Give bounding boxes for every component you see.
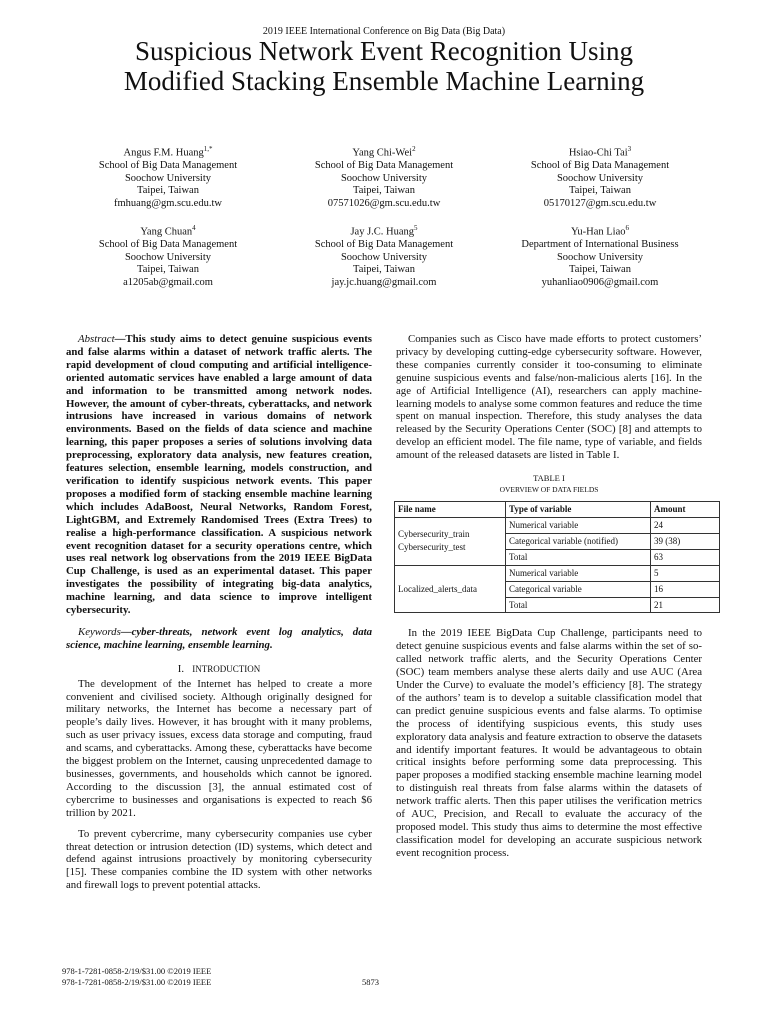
author-email: jay.jc.huang@gmail.com: [331, 276, 437, 288]
author-superscript: 2: [412, 145, 416, 153]
author-location: Taipei, Taiwan: [569, 185, 631, 197]
file-name: Cybersecurity_test: [398, 542, 466, 553]
page-number: 5873: [362, 977, 379, 987]
author-location: Taipei, Taiwan: [137, 185, 199, 197]
data-fields-table: [394, 501, 720, 613]
right-paragraph-2: In the 2019 IEEE BigData Cup Challenge, participants need to detect genuine suspicious events and false alarms within the set of so-called network traffic alerts, and the Security Operations Center (SOC) team members analyse these alerts daily and use AUC (Area Under the Curve) to evaluate the model’s efficiency [8]. The strategy of the authors’ team is to develop a suitable classification model that can predict genuine suspicious events and false alarms. To optimise the process of identifying suspicious events, this study uses exploratory data analysis and feature extraction to observe the datasets and identify important features. It would be advantageous to obtain critical insights before performing some data preprocessing. This paper proposes a modified stacking ensemble machine learning model to distinguish real threats from false alarms within the datasets of network traffic alerts. Then this paper utilises the verification metrics of AUC, Precision, and Recall to evaluate the accuracy of the proposed model. This study thus aims to determine the most effective classification model for developing an accurate suspicious network event recognition process.: [396, 627, 702, 859]
author-name: Hsiao-Chi Tai: [568, 147, 628, 159]
author-email: yuhanliao0906@gmail.com: [541, 276, 659, 288]
table-caption: [396, 473, 702, 495]
table-label: TABLE I: [533, 473, 565, 484]
section-number: I.: [177, 662, 185, 675]
author-block: [492, 222, 708, 289]
intro-paragraph-2: To prevent cybercrime, many cybersecurity companies use cyber threat detection or intrusion detection (ID) systems, which detect and defend against intrusions proactively by monitoring cybersecurity [15]. These companies combine the ID system with other networks and firewall logs to prevent potential attacks.: [66, 827, 372, 892]
keywords: [66, 626, 372, 652]
table-cell: 5: [651, 565, 720, 581]
author-block: [492, 143, 708, 210]
author-row-1: [60, 143, 708, 210]
intro-paragraph-1: The development of the Internet has helped to create a more convenient and civilised society. Although originally designed for military networks, the Internet has become a necessary part of people’s daily lives. However, it has brought with it many problems, such as user privacy issues, excess data storage and computing, fraud and scams, and cyberattacks. Among these, cyberattacks have become the biggest problem on the Internet, causing unprecedented damage to businesses, governments, and households which cannot be ignored. According to the discussion [3], the annual estimated cost of cybercrime to businesses and organisations is expected to reach $6 trillion by 2021.: [66, 677, 372, 819]
author-university: Soochow University: [340, 251, 428, 263]
author-affiliation: School of Big Data Management: [314, 239, 454, 251]
author-superscript: 4: [192, 224, 196, 232]
author-row-2: [60, 222, 708, 289]
author-name: Yang Chi-Wei: [352, 147, 413, 159]
table-cell: 16: [651, 581, 720, 597]
author-superscript: 1,*: [203, 145, 213, 153]
section-heading: [66, 663, 372, 676]
table-cell: Numerical variable: [506, 517, 651, 533]
author-email: 07571026@gm.scu.edu.tw: [327, 197, 441, 209]
author-university: Soochow University: [124, 251, 212, 263]
author-affiliation: Department of International Business: [521, 239, 679, 251]
keywords-label: Keywords: [78, 625, 121, 638]
table-cell: 24: [651, 517, 720, 533]
author-email: a1205ab@gmail.com: [123, 276, 213, 288]
author-superscript: 6: [625, 224, 630, 232]
table-header: File name: [395, 502, 506, 518]
table-cell: Categorical variable: [506, 581, 651, 597]
author-affiliation: School of Big Data Management: [314, 160, 454, 172]
table-file-cell: [395, 517, 506, 565]
copyright-line: 978-1-7281-0858-2/19/$31.00 ©2019 IEEE: [62, 977, 212, 987]
author-affiliation: School of Big Data Management: [98, 239, 238, 251]
table-header: Amount: [651, 502, 720, 518]
author-name: Angus F.M. Huang: [123, 147, 204, 159]
table-cell: Numerical variable: [506, 565, 651, 581]
table-row: [395, 517, 720, 533]
table-cell: 39 (38): [651, 533, 720, 549]
author-email: 05170127@gm.scu.edu.tw: [543, 197, 657, 209]
conference-header: 2019 IEEE International Conference on Big Data (Big Data): [262, 26, 506, 37]
author-name: Yu-Han Liao: [570, 226, 626, 238]
author-block: [276, 222, 492, 289]
author-superscript: 5: [414, 224, 418, 232]
author-block: [60, 222, 276, 289]
table-cell: Total: [506, 549, 651, 565]
right-column: [396, 333, 702, 860]
author-name: Yang Chuan: [140, 226, 193, 238]
author-location: Taipei, Taiwan: [353, 264, 415, 276]
author-name: Jay J.C. Huang: [350, 226, 415, 238]
author-affiliation: School of Big Data Management: [98, 160, 238, 172]
table-header-row: [395, 502, 720, 518]
author-university: Soochow University: [124, 172, 212, 184]
author-university: Soochow University: [556, 251, 644, 263]
table-file-cell: Localized_alerts_data: [395, 565, 506, 613]
paper-title: [40, 36, 728, 96]
author-affiliation: School of Big Data Management: [530, 160, 670, 172]
table-cell: 21: [651, 597, 720, 613]
author-superscript: 3: [627, 145, 632, 153]
table-cell: Total: [506, 597, 651, 613]
author-location: Taipei, Taiwan: [569, 264, 631, 276]
table-title: OVERVIEW OF DATA FIELDS: [499, 485, 599, 495]
table-cell: Categorical variable (notified): [506, 533, 651, 549]
author-email: fmhuang@gm.scu.edu.tw: [114, 197, 222, 209]
table-cell: 63: [651, 549, 720, 565]
author-block: [276, 143, 492, 210]
file-name: Cybersecurity_train: [398, 529, 470, 540]
title-line: Modified Stacking Ensemble Machine Learning: [123, 66, 645, 96]
author-university: Soochow University: [556, 172, 644, 184]
left-column: [66, 333, 372, 892]
right-paragraph-1: Companies such as Cisco have made efforts to protect customers’ privacy by developing cutting-edge cybersecurity software. However, these companies currently consider it too-consuming to eliminate genuine suspicious events and false/non-malicious alerts [16]. In the age of Artificial Intelligence (AI), researchers can apply machine-learning models to analyse some common features and reduce the time spent on manual inspection. Therefore, this study analyses the data released by the Security Operations Center (SOC) [8] and attempts to develop an efficient model. The file name, type of variable, and fields amount of the released datasets are listed in Table I.: [396, 333, 702, 462]
table-header: Type of variable: [506, 502, 651, 518]
abstract: [66, 333, 372, 617]
keywords-text: —cyber-threats, network event log analytics, data science, machine learning, ensemble learning.: [66, 625, 372, 651]
author-university: Soochow University: [340, 172, 428, 184]
abstract-label: Abstract: [78, 333, 115, 345]
title-line: Suspicious Network Event Recognition Using: [135, 36, 633, 66]
copyright-line: 978-1-7281-0858-2/19/$31.00 ©2019 IEEE: [62, 966, 212, 976]
author-block: [60, 143, 276, 210]
table-row: [395, 565, 720, 581]
author-location: Taipei, Taiwan: [137, 264, 199, 276]
author-location: Taipei, Taiwan: [353, 185, 415, 197]
section-title: INTRODUCTION: [192, 663, 261, 674]
abstract-text: —This study aims to detect genuine suspicious events and false alarms within a dataset of network traffic alerts. The rapid development of cloud computing and artificial intelligence-oriented automatic services have enabled a large amount of data and information to be transmitted among network nodes. However, the amount of cyber-threats, cyberattacks, and network intrusions have increased in various domains of network environments. Based on the fields of data science and machine learning, this paper proposes a series of solutions involving data preprocessing, exploratory data analysis, new features creation, features selection, ensemble learning, models construction, and verification to identify suspicious network events. This paper proposes a modified form of stacking ensemble machine learning which includes AdaBoost, Neural Networks, Random Forest, LightGBM, and Extremely Randomised Trees (Extra Trees) to realise a high-performance classification. A suspicious network event recognition dataset for a security operations centre, which uses real network log observations from the 2019 IEEE BigData Cup Challenge, is used as an experimental dataset. This paper investigates the possibility of integrating big-data analytics, machine learning, and data science to improve intelligent cybersecurity.: [66, 333, 372, 617]
